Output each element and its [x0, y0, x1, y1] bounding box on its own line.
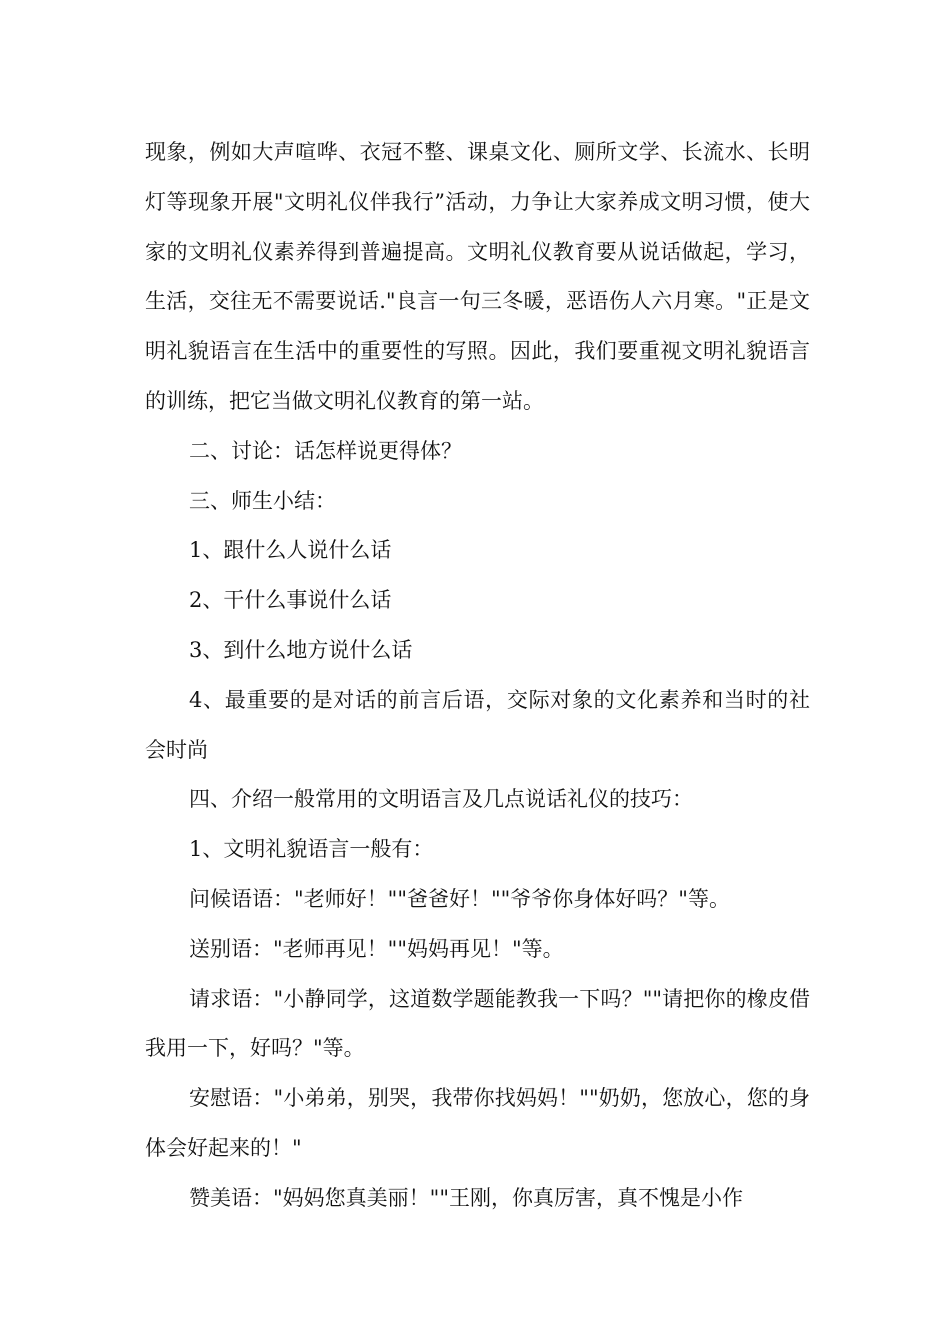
paragraph-section-four-heading: 四、介绍一般常用的文明语言及几点说话礼仪的技巧： [189, 787, 693, 812]
paragraph-comfort-phrases: 安慰语："小弟弟，别哭，我带你找妈妈！""奶奶，您放心，您的身体会好起来的！" [145, 1086, 810, 1160]
paragraph-summary-heading: 三、师生小结： [189, 488, 336, 513]
paragraph-farewell-phrases: 送别语："老师再见！""妈妈再见！"等。 [189, 936, 564, 961]
paragraph-summary-item-1: 1、跟什么人说什么话 [189, 538, 392, 563]
paragraph-request-phrases: 请求语："小静同学，这道数学题能教我一下吗？""请把你的橡皮借我用一下，好吗？"等。 [145, 986, 810, 1061]
paragraph-praise-phrases: 赞美语："妈妈您真美丽！""王刚，你真厉害，真不愧是小作 [189, 1185, 743, 1210]
paragraph-summary-item-4: 4、最重要的是对话的前言后语，交际对象的文化素养和当时的社会时尚 [145, 687, 810, 762]
document-body [145, 128, 810, 1224]
paragraph-summary-item-3: 3、到什么地方说什么话 [189, 637, 413, 662]
paragraph-discussion: 二、讨论：话怎样说更得体？ [189, 438, 462, 463]
paragraph-polite-language-heading: 1、文明礼貌语言一般有： [189, 837, 434, 862]
paragraph-intro: 现象，例如大声喧哗、衣冠不整、课桌文化、厕所文学、长流水、长明灯等现象开展"文明礼仪伴我行”活动，力争让大家养成文明习惯，使大家的文明礼仪素养得到普遍提高。文明礼仪教育要从说话做起，学习，生活，交往无不需要说话."良言一句三冬暖，恶语伤人六月寒。"正是文明礼貌语言在生活中的重要性的写照。因此，我们要重视文明礼貌语言的训练，把它当做文明礼仪教育的第一站。 [145, 140, 810, 413]
paragraph-greeting-phrases: 问候语语："老师好！""爸爸好！""爷爷你身体好吗？"等。 [189, 886, 730, 911]
paragraph-summary-item-2: 2、干什么事说什么话 [189, 588, 392, 613]
